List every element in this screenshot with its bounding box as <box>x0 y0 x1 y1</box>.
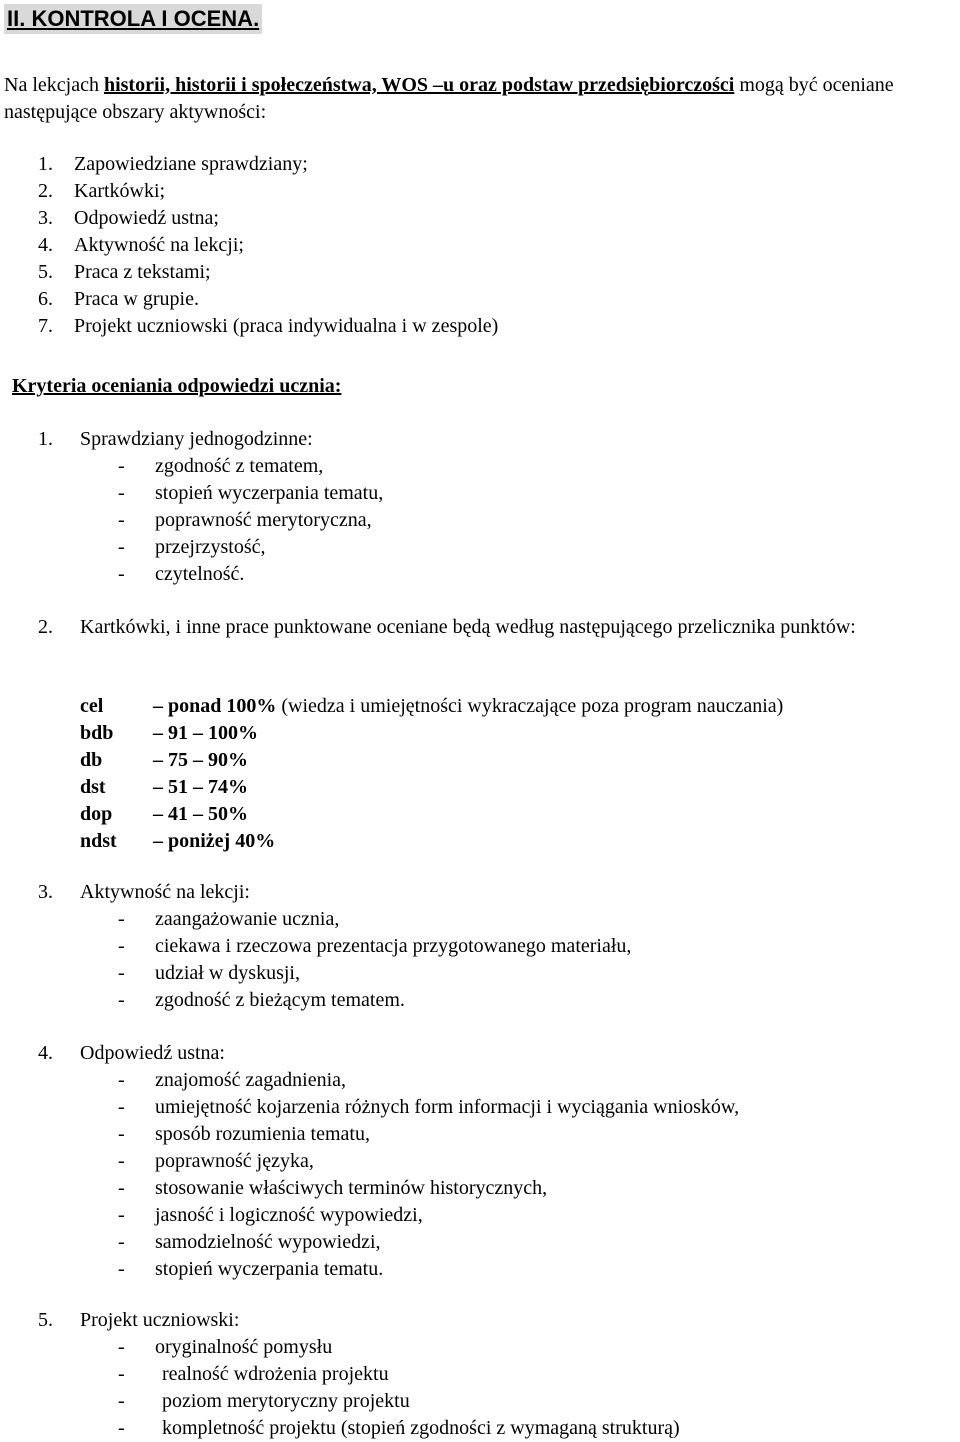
bullet: - <box>118 1417 125 1439</box>
item-text: poziom merytoryczny projektu <box>162 1390 410 1412</box>
item-text: zgodność z tematem, <box>155 455 324 477</box>
grade-row <box>80 828 960 855</box>
section-title-text: Aktywność na lekcji: <box>80 881 250 903</box>
section-title <box>38 426 960 453</box>
section-oral <box>38 1040 960 1067</box>
grade-range: – ponad 100% <box>153 695 277 717</box>
section-number: 5. <box>38 1309 53 1331</box>
section-title <box>38 1040 960 1067</box>
item-text: kompletność projektu (stopień zgodności z wymaganą strukturą) <box>162 1417 680 1439</box>
section-quizzes <box>38 614 960 641</box>
section-title <box>38 1307 960 1334</box>
section-title-text: Projekt uczniowski: <box>80 1309 240 1331</box>
bullet: - <box>118 1363 125 1385</box>
grade-name: dst <box>80 776 106 798</box>
section-activity <box>38 879 960 906</box>
grade-row <box>80 693 960 720</box>
bullet: - <box>118 1096 125 1118</box>
section-title-text: Kartkówki, i inne prace punktowane oceniane będą według następującego przelicznika punktów: <box>80 616 856 638</box>
section-title <box>38 879 960 906</box>
grade-range: – 51 – 74% <box>153 776 248 798</box>
item-text: sposób rozumienia tematu, <box>155 1123 370 1145</box>
bullet: - <box>118 1204 125 1226</box>
section-heading: II. KONTROLA I OCENA. <box>4 4 262 34</box>
intro-post: mogą być oceniane następujące obszary aktywności: <box>4 74 894 123</box>
item-text: Aktywność na lekcji; <box>74 234 244 256</box>
bullet: - <box>118 1150 125 1172</box>
intro-pre: Na lekcjach <box>4 74 104 96</box>
item-number: 5. <box>38 261 53 283</box>
grade-note: (wiedza i umiejętności wykraczające poza program nauczania) <box>276 695 784 717</box>
bullet: - <box>118 482 125 504</box>
bullet: - <box>118 455 125 477</box>
item-number: 7. <box>38 315 53 337</box>
item-text: oryginalność pomysłu <box>155 1336 333 1358</box>
item-text: ciekawa i rzeczowa prezentacja przygotowanego materiału, <box>155 935 632 957</box>
item-number: 2. <box>38 180 53 202</box>
grade-name: ndst <box>80 830 117 852</box>
item-text: poprawność języka, <box>155 1150 314 1172</box>
section-tests <box>38 426 960 453</box>
item-text: stopień wyczerpania tematu. <box>155 1258 384 1280</box>
grade-range-wrap <box>153 720 258 747</box>
item-text: samodzielność wypowiedzi, <box>155 1231 381 1253</box>
item-text: Praca w grupie. <box>74 288 199 310</box>
item-number: 3. <box>38 207 53 229</box>
grade-row <box>80 774 960 801</box>
item-number: 1. <box>38 153 53 175</box>
section-title-text: Odpowiedź ustna: <box>80 1042 225 1064</box>
bullet: - <box>118 1231 125 1253</box>
item-text: czytelność. <box>155 563 245 585</box>
grade-range-wrap <box>153 693 783 720</box>
bullet: - <box>118 908 125 930</box>
grade-range-wrap <box>153 828 275 855</box>
grade-row <box>80 801 960 828</box>
bullet: - <box>118 1336 125 1358</box>
section-number: 1. <box>38 428 53 450</box>
grade-range-wrap <box>153 747 248 774</box>
intro-paragraph <box>4 72 959 126</box>
grade-range: – 41 – 50% <box>153 803 248 825</box>
bullet: - <box>118 962 125 984</box>
bullet: - <box>118 536 125 558</box>
grade-name: dop <box>80 803 113 825</box>
section-number: 3. <box>38 881 53 903</box>
criteria-heading: Kryteria oceniania odpowiedzi ucznia: <box>12 375 342 397</box>
bullet: - <box>118 1069 125 1091</box>
grade-range: – poniżej 40% <box>153 830 276 852</box>
section-title-text: Sprawdziany jednogodzinne: <box>80 428 313 450</box>
item-text: stopień wyczerpania tematu, <box>155 482 384 504</box>
bullet: - <box>118 1123 125 1145</box>
item-text: jasność i logiczność wypowiedzi, <box>155 1204 423 1226</box>
intro-subjects: historii, historii i społeczeństwa, WOS –u oraz podstaw przedsiębiorczości <box>103 74 735 96</box>
item-text: stosowanie właściwych terminów historycznych, <box>155 1177 548 1199</box>
bullet: - <box>118 1258 125 1280</box>
grade-range-wrap <box>153 774 248 801</box>
grade-row <box>80 720 960 747</box>
grade-range: – 91 – 100% <box>153 722 258 744</box>
bullet: - <box>118 1177 125 1199</box>
item-text: Kartkówki; <box>74 180 166 202</box>
section-number: 4. <box>38 1042 53 1064</box>
bullet: - <box>118 563 125 585</box>
item-text: realność wdrożenia projektu <box>162 1363 389 1385</box>
item-text: udział w dyskusji, <box>155 962 300 984</box>
item-text: poprawność merytoryczna, <box>155 509 372 531</box>
item-text: Odpowiedź ustna; <box>74 207 219 229</box>
grade-row <box>80 747 960 774</box>
section-number: 2. <box>38 616 53 638</box>
grade-range-wrap <box>153 801 248 828</box>
item-text: znajomość zagadnienia, <box>155 1069 347 1091</box>
item-number: 4. <box>38 234 53 256</box>
item-text: przejrzystość, <box>155 536 266 558</box>
bullet: - <box>118 509 125 531</box>
item-text: Praca z tekstami; <box>74 261 211 283</box>
item-number: 6. <box>38 288 53 310</box>
item-text: zaangażowanie ucznia, <box>155 908 340 930</box>
item-text: zgodność z bieżącym tematem. <box>155 989 405 1011</box>
bullet: - <box>118 989 125 1011</box>
item-text: Projekt uczniowski (praca indywidualna i w zespole) <box>74 315 499 337</box>
bullet: - <box>118 1390 125 1412</box>
grade-range: – 75 – 90% <box>153 749 248 771</box>
grade-name: cel <box>80 695 104 717</box>
item-text: umiejętność kojarzenia różnych form informacji i wyciągania wniosków, <box>155 1096 740 1118</box>
item-text: Zapowiedziane sprawdziany; <box>74 153 308 175</box>
grade-name: bdb <box>80 722 114 744</box>
bullet: - <box>118 935 125 957</box>
grade-name: db <box>80 749 103 771</box>
grade-scale <box>80 693 960 855</box>
section-project <box>38 1307 960 1334</box>
